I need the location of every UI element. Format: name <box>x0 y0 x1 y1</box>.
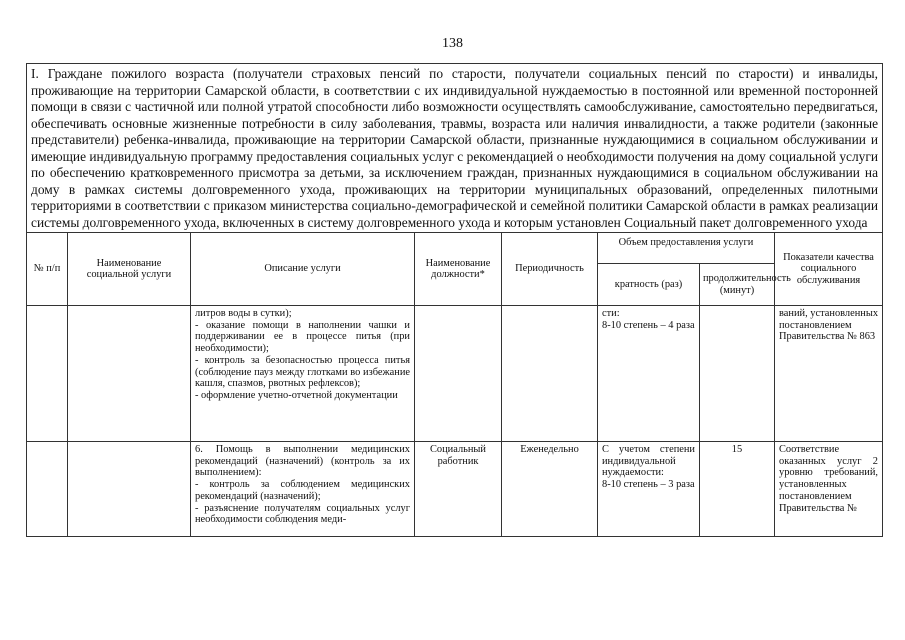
table-row <box>27 442 883 537</box>
frequency-line: С учетом степени индивидуальной нуждаемости: <box>602 444 695 479</box>
description-line: - оказание помощи в наполнении чашки и поддерживании ее в процессе питья (при необходимости); <box>195 319 410 355</box>
row-frequency <box>598 306 700 442</box>
row-duration <box>700 306 775 442</box>
row-position <box>415 306 502 442</box>
description-line: - контроль за соблюдением медицинских рекомендаций (назначений); <box>195 479 410 502</box>
row-periodicity <box>502 306 598 442</box>
services-table <box>26 63 883 537</box>
frequency-line: 8-10 степень – 3 раза <box>602 479 695 491</box>
row-position: Социальный работник <box>415 442 502 537</box>
row-service-name <box>68 306 191 442</box>
col-header-volume: Объем предоставления услуги <box>598 233 775 264</box>
header-row-1 <box>27 233 883 264</box>
col-header-duration: продолжительность (минут) <box>700 264 775 306</box>
description-line: - разъяснение получателям социальных услуг необходимости соблюдения меди- <box>195 502 410 526</box>
row-description <box>191 306 415 442</box>
description-line: 6. Помощь в выполнении медицинских рекомендаций (назначений) (контроль за их выполнением): <box>195 444 410 479</box>
section-header: I. Граждане пожилого возраста (получатели страховых пенсий по старости, получатели социальных пенсий по старости) и инвалиды, проживающие на территории Самарской области, в соответствии с их индивидуальной нуждаемостью в постоянной или временной посторонней помощи в связи с частичной или полной утратой способности либо возможности осуществлять самообслуживание, самостоятельно передвигаться, обеспечивать основные жизненные потребности в силу заболевания, травмы, возраста или наличия инвалидности, а также родители (законные представители) ребенка-инвалида, проживающие на территории Самарской области, признанные нуждающимися в социальном обслуживании и имеющие индивидуальную программу предоставления социальных услуг с рекомендацией о необходимости получения на дому социальной услуги по обеспечению кратковременного присмотра за детьми, за исключением граждан, признанных нуждающимися в социальном обслуживании на дому в рамках системы долговременного ухода, проживающих на территории муниципальных образований, определенных пилотными территориями в соответствии с приказом министерства социально-демографической и семейной политики Самарской области в рамках реализации системы долговременного ухода, включенных в систему долговременного ухода и которым установлен Социальный пакет долговременного ухода <box>27 64 883 233</box>
row-quality: Соответствие оказанных услуг 2 уровню требований, установленных постановлением Правительства № <box>775 442 883 537</box>
col-header-position: Наименование должности* <box>415 233 502 306</box>
col-header-quality: Показатели качества социального обслуживания <box>775 233 883 306</box>
row-service-name <box>68 442 191 537</box>
row-description <box>191 442 415 537</box>
col-header-num: № п/п <box>27 233 68 306</box>
description-line: - контроль за безопасностью процесса питья (соблюдение пауз между глотками во избежание кашля, спазмов, рвотных рефлексов); <box>195 354 410 390</box>
row-num <box>27 442 68 537</box>
description-line: литров воды в сутки); <box>195 308 292 319</box>
col-header-service-name: Наименование социальной услуги <box>68 233 191 306</box>
row-duration: 15 <box>700 442 775 537</box>
row-periodicity: Еженедельно <box>502 442 598 537</box>
page-number: 138 <box>442 36 463 51</box>
col-header-description: Описание услуги <box>191 233 415 306</box>
description-line: - оформление учетно-отчетной документации <box>195 389 398 401</box>
row-num <box>27 306 68 442</box>
row-quality: ваний, установленных постановлением Правительства № 863 <box>775 306 883 442</box>
frequency-line: сти: <box>602 308 620 319</box>
col-header-periodicity: Периодичность <box>502 233 598 306</box>
frequency-line: 8-10 степень – 4 раза <box>602 319 695 331</box>
section-header-row <box>27 64 883 233</box>
row-frequency <box>598 442 700 537</box>
col-header-frequency: кратность (раз) <box>598 264 700 306</box>
table-row <box>27 306 883 442</box>
